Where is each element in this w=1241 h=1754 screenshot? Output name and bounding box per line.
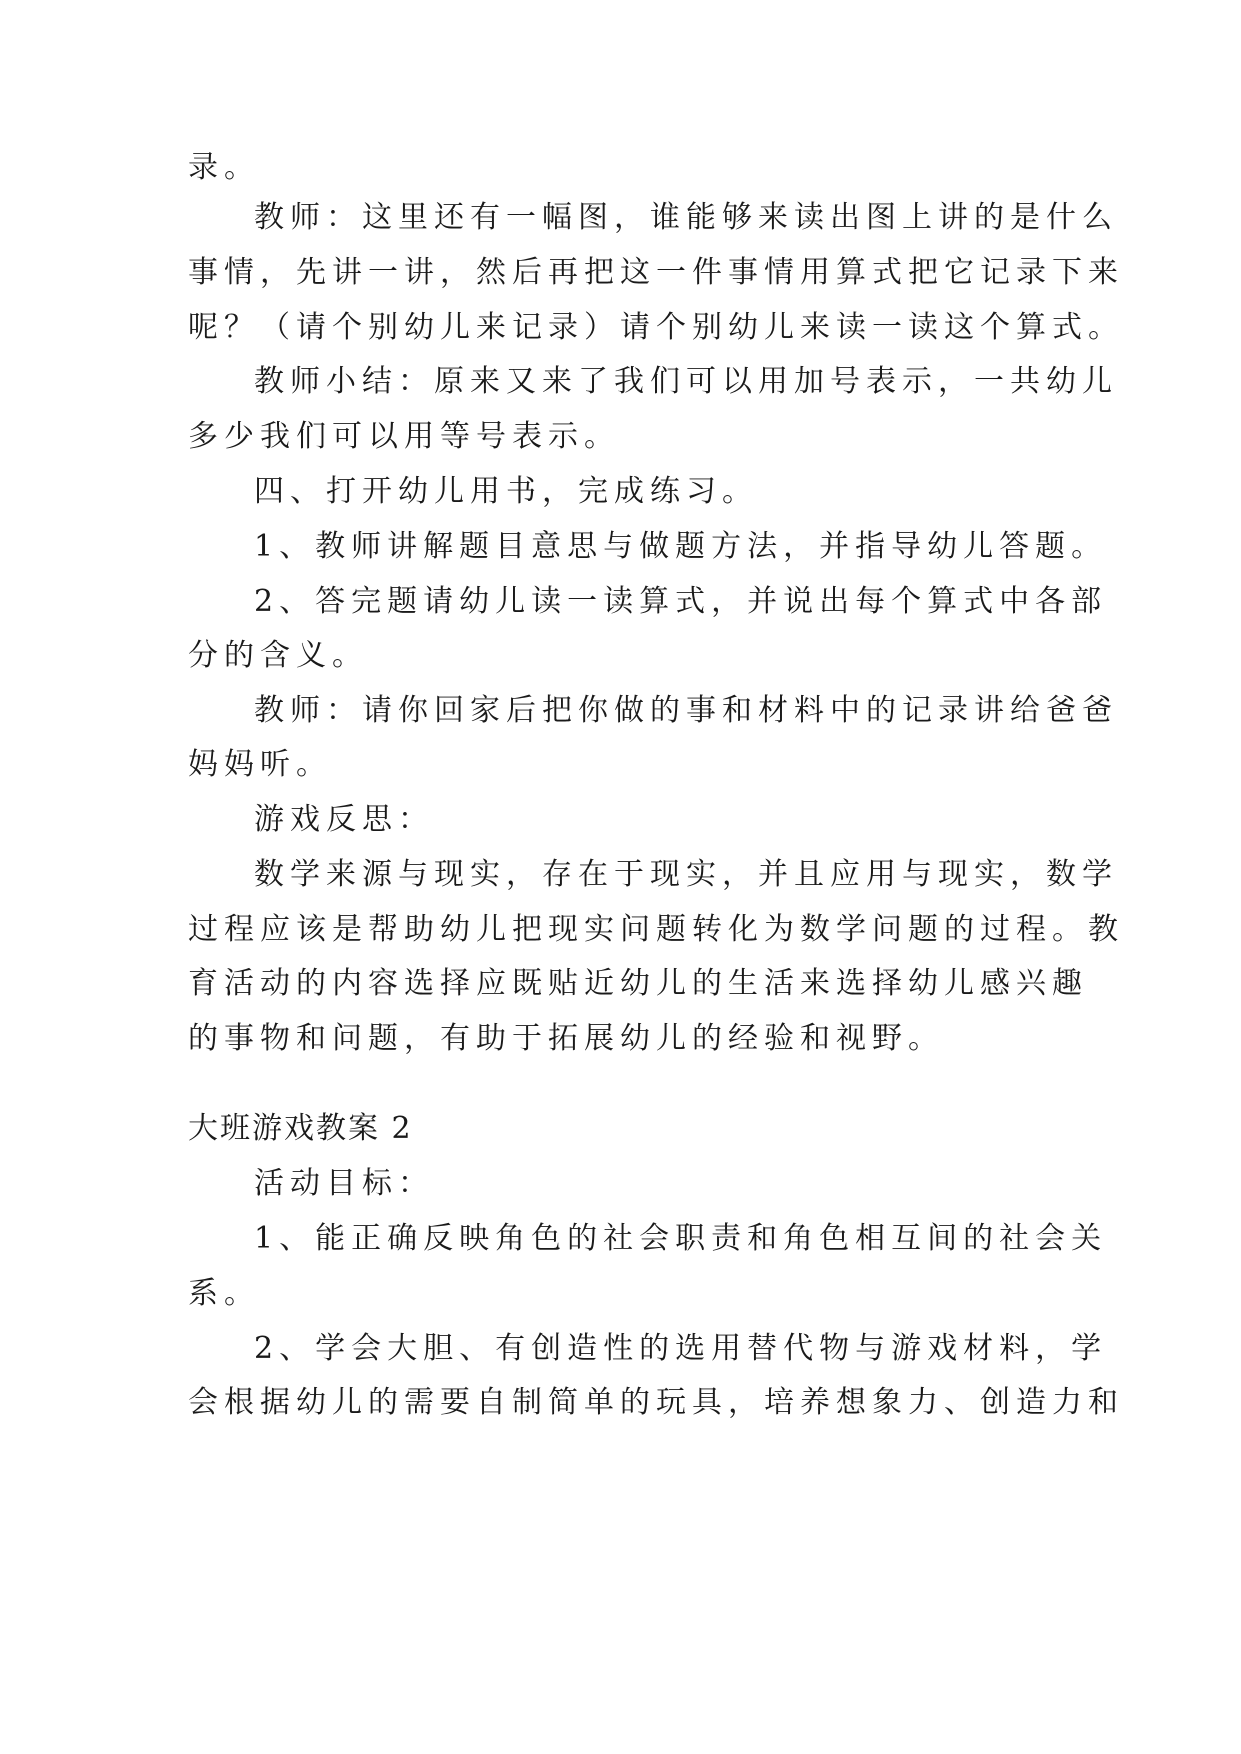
text-line: 的事物和问题，有助于拓展幼儿的经验和视野。: [188, 1021, 944, 1056]
text-line: 数学来源与现实，存在于现实，并且应用与现实，数学: [254, 857, 1118, 892]
text-line: 系。: [188, 1276, 260, 1311]
text-line: 多少我们可以用等号表示。: [188, 419, 620, 454]
text-line: 游戏反思：: [254, 802, 434, 837]
text-line: 教师小结：原来又来了我们可以用加号表示，一共幼儿: [254, 364, 1118, 399]
text-line: 2、学会大胆、有创造性的选用替代物与游戏材料，学: [254, 1331, 1108, 1366]
text-line: 2、答完题请幼儿读一读算式，并说出每个算式中各部: [254, 584, 1108, 619]
text-line: 录。: [188, 150, 260, 185]
text-line: 育活动的内容选择应既贴近幼儿的生活来选择幼儿感兴趣: [188, 966, 1088, 1001]
text-line: 1、能正确反映角色的社会职责和角色相互间的社会关: [254, 1221, 1108, 1256]
text-line: 四、打开幼儿用书，完成练习。: [254, 474, 758, 509]
text-line: 教师：请你回家后把你做的事和材料中的记录讲给爸爸: [254, 693, 1118, 728]
section-title: 大班游戏教案 2: [188, 1111, 413, 1146]
text-line: 呢？（请个别幼儿来记录）请个别幼儿来读一读这个算式。: [188, 310, 1124, 345]
text-line: 过程应该是帮助幼儿把现实问题转化为数学问题的过程。教: [188, 912, 1124, 947]
text-line: 1、教师讲解题目意思与做题方法，并指导幼儿答题。: [254, 529, 1108, 564]
text-line: 教师：这里还有一幅图，谁能够来读出图上讲的是什么: [254, 200, 1118, 235]
text-line: 事情，先讲一讲，然后再把这一件事情用算式把它记录下来: [188, 255, 1124, 290]
text-line: 活动目标：: [254, 1166, 434, 1201]
text-line: 会根据幼儿的需要自制简单的玩具，培养想象力、创造力和: [188, 1385, 1124, 1420]
text-line: 分的含义。: [188, 638, 368, 673]
text-line: 妈妈听。: [188, 747, 332, 782]
